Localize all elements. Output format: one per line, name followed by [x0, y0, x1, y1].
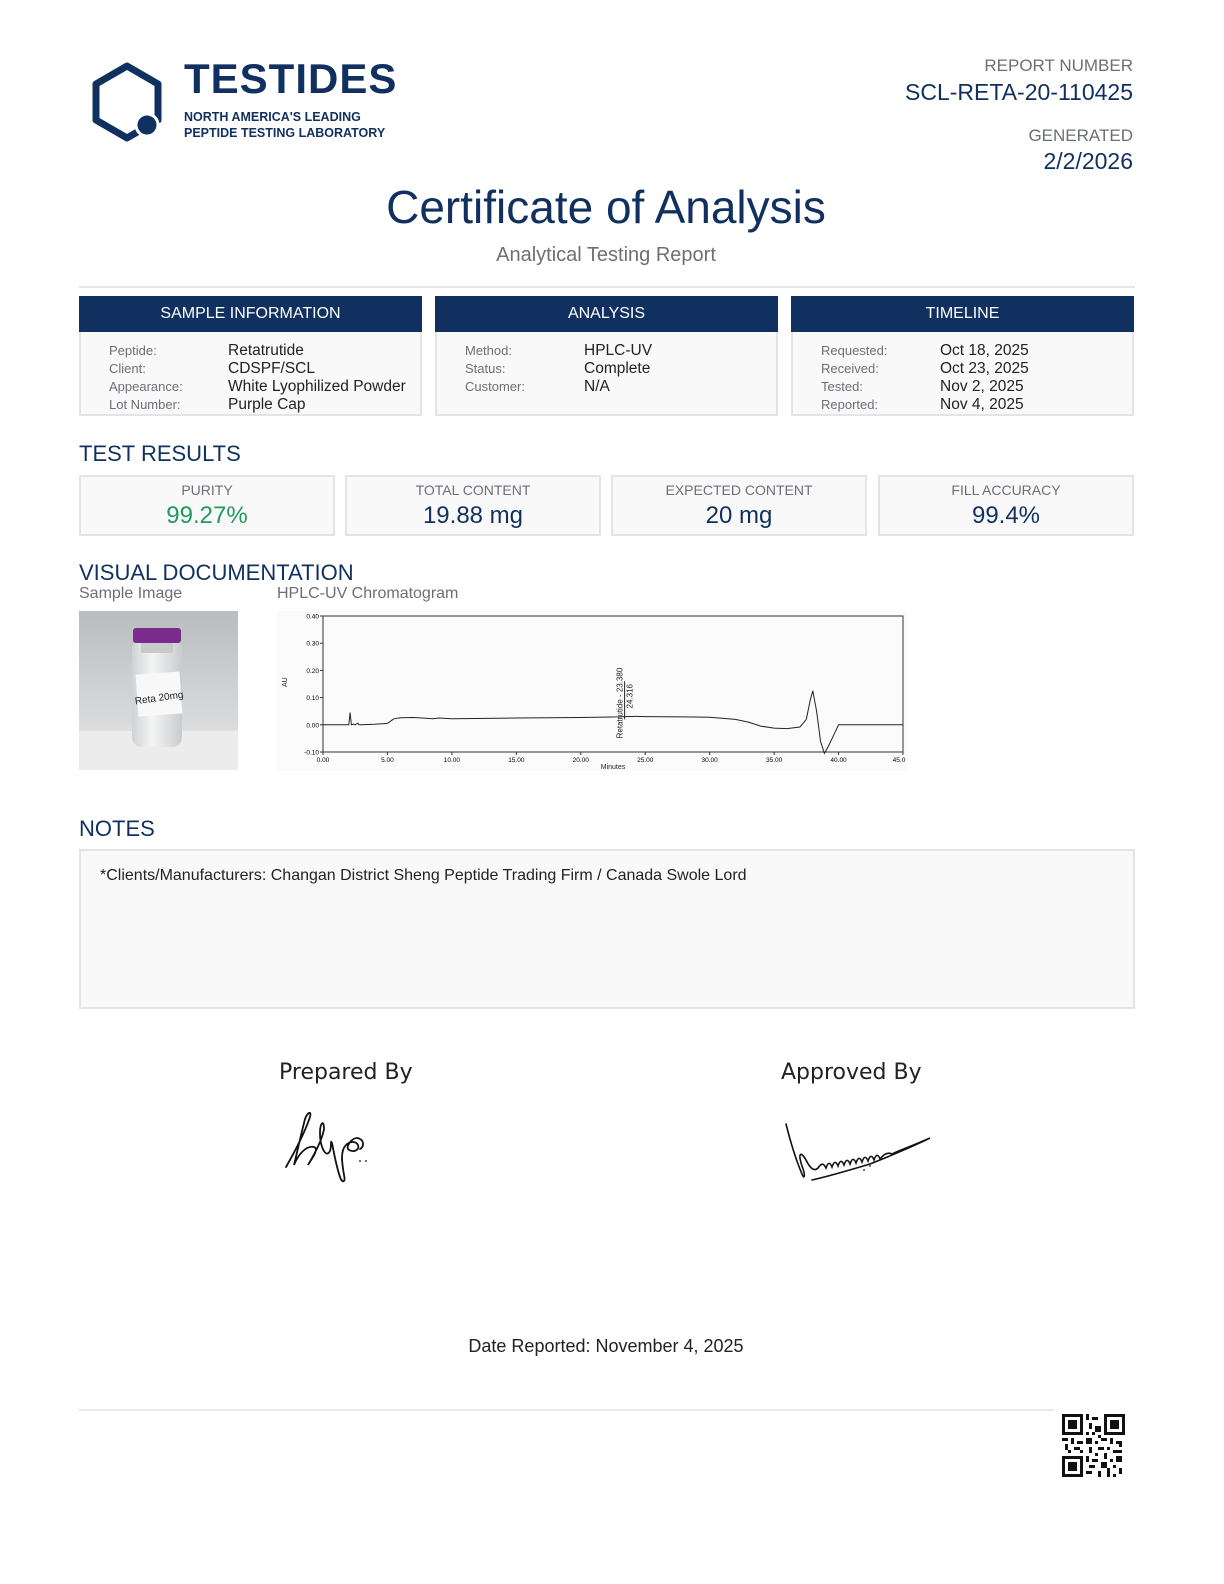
chromatogram-caption: HPLC-UV Chromatogram: [277, 585, 459, 602]
purity-value: 99.27%: [166, 502, 248, 529]
x-tick-label: 40.00: [830, 757, 847, 764]
qr-code-icon[interactable]: [1062, 1414, 1125, 1477]
expected-content-value: 20 mg: [705, 502, 773, 529]
visual-documentation-heading: VISUAL DOCUMENTATION: [79, 560, 354, 585]
analysis-status-label: Status:: [465, 361, 506, 376]
page-subtitle: Analytical Testing Report: [496, 244, 716, 266]
timeline-tested-label: Tested:: [821, 379, 863, 394]
timeline-requested-label: Requested:: [821, 343, 888, 358]
sample-peptide-value: Retatrutide: [228, 342, 304, 359]
x-tick-label: 0.00: [316, 757, 330, 764]
footer-divider: [79, 1409, 1054, 1411]
purity-card: [79, 475, 335, 536]
brand-name: TESTIDES: [184, 55, 398, 102]
analysis-customer-label: Customer:: [465, 379, 525, 394]
timeline-received-label: Received:: [821, 361, 879, 376]
expected-content-label: EXPECTED CONTENT: [665, 482, 813, 498]
analysis-method-label: Method:: [465, 343, 512, 358]
y-tick-label: 0.40: [306, 613, 319, 621]
analysis-status-value: Complete: [584, 360, 651, 377]
testides-logo-icon: [92, 62, 162, 142]
timeline-requested-value: Oct 18, 2025: [940, 342, 1029, 359]
y-tick-label: -0.10: [304, 749, 319, 757]
notes-box: [79, 849, 1135, 1009]
date-reported: Date Reported: November 4, 2025: [468, 1336, 744, 1356]
retatrutide-peak-label: Retatrutide - 23.380: [615, 667, 625, 739]
sample-information-panel: [79, 296, 422, 416]
timeline-tested-value: Nov 2, 2025: [940, 378, 1024, 395]
report-number: SCL-RETA-20-110425: [905, 79, 1133, 105]
prepared-by-signature: [280, 1105, 380, 1190]
tagline-line1: NORTH AMERICA'S LEADING: [184, 110, 361, 124]
timeline-panel: [791, 296, 1134, 416]
total-content-card: [345, 475, 601, 536]
sample-lot-label: Lot Number:: [109, 397, 181, 412]
fill-accuracy-label: FILL ACCURACY: [951, 482, 1061, 498]
timeline-reported-value: Nov 4, 2025: [940, 396, 1024, 413]
sample-appearance-value: White Lyophilized Powder: [228, 378, 406, 395]
x-axis-label: Minutes: [600, 764, 626, 771]
y-axis-label: AU: [282, 677, 289, 687]
y-tick-label: 0.30: [306, 640, 319, 648]
y-tick-label: 0.10: [306, 695, 319, 703]
generated-label: GENERATED: [1028, 126, 1133, 145]
total-content-value: 19.88 mg: [422, 502, 524, 529]
notes-heading: NOTES: [79, 816, 155, 841]
x-tick-label: 5.00: [381, 757, 394, 764]
header-divider: [79, 286, 1135, 288]
sample-image-caption: Sample Image: [79, 585, 183, 602]
sample-vial-image: [79, 611, 238, 770]
notes-text: *Clients/Manufacturers: Changan District Sheng Peptide Trading Firm / Canada Swole Lord: [100, 867, 747, 884]
analysis-method-value: HPLC-UV: [584, 342, 653, 359]
timeline-heading: TIMELINE: [791, 296, 1134, 332]
generated-date: 2/2/2026: [1043, 148, 1133, 174]
page-title: Certificate of Analysis: [386, 181, 826, 233]
approved-by-label: Approved By: [781, 1060, 922, 1085]
x-tick-label: 10.00: [443, 757, 461, 764]
purity-label: PURITY: [181, 482, 233, 498]
total-content-label: TOTAL CONTENT: [415, 482, 531, 498]
sample-appearance-label: Appearance:: [109, 379, 183, 394]
analysis-customer-value: N/A: [584, 378, 610, 395]
hplc-chromatogram-chart: [277, 611, 907, 771]
x-tick-label: 30.00: [701, 757, 718, 764]
x-tick-label: 15.00: [508, 757, 525, 764]
timeline-received-value: Oct 23, 2025: [940, 360, 1029, 377]
brand-tagline: [184, 109, 385, 141]
timeline-reported-label: Reported:: [821, 397, 879, 412]
fill-accuracy-card: [878, 475, 1134, 536]
test-results-heading: TEST RESULTS: [79, 441, 241, 466]
sample-lot-value: Purple Cap: [228, 396, 306, 413]
retatrutide-peak-time-label: 24.316: [625, 684, 635, 709]
y-tick-label: 0.00: [306, 722, 319, 730]
x-tick-label: 20.00: [572, 757, 589, 764]
sample-peptide-label: Peptide:: [109, 343, 157, 358]
y-tick-label: 0.20: [306, 667, 319, 675]
prepared-by-label: Prepared By: [279, 1060, 413, 1085]
sample-client-value: CDSPF/SCL: [228, 360, 315, 377]
report-number-label: REPORT NUMBER: [984, 56, 1133, 75]
vial-label-text: Reta 20mg: [134, 689, 185, 708]
x-tick-label: 45.0: [892, 757, 906, 764]
analysis-panel: [435, 296, 778, 416]
analysis-heading: ANALYSIS: [435, 296, 778, 332]
x-tick-label: 25.00: [637, 757, 654, 764]
fill-accuracy-value: 99.4%: [971, 502, 1041, 529]
approved-by-signature: [780, 1110, 940, 1190]
sample-information-heading: SAMPLE INFORMATION: [79, 296, 422, 332]
x-tick-label: 35.00: [765, 757, 783, 764]
sample-client-label: Client:: [109, 361, 146, 376]
tagline-line2: PEPTIDE TESTING LABORATORY: [184, 126, 386, 140]
expected-content-card: [611, 475, 867, 536]
